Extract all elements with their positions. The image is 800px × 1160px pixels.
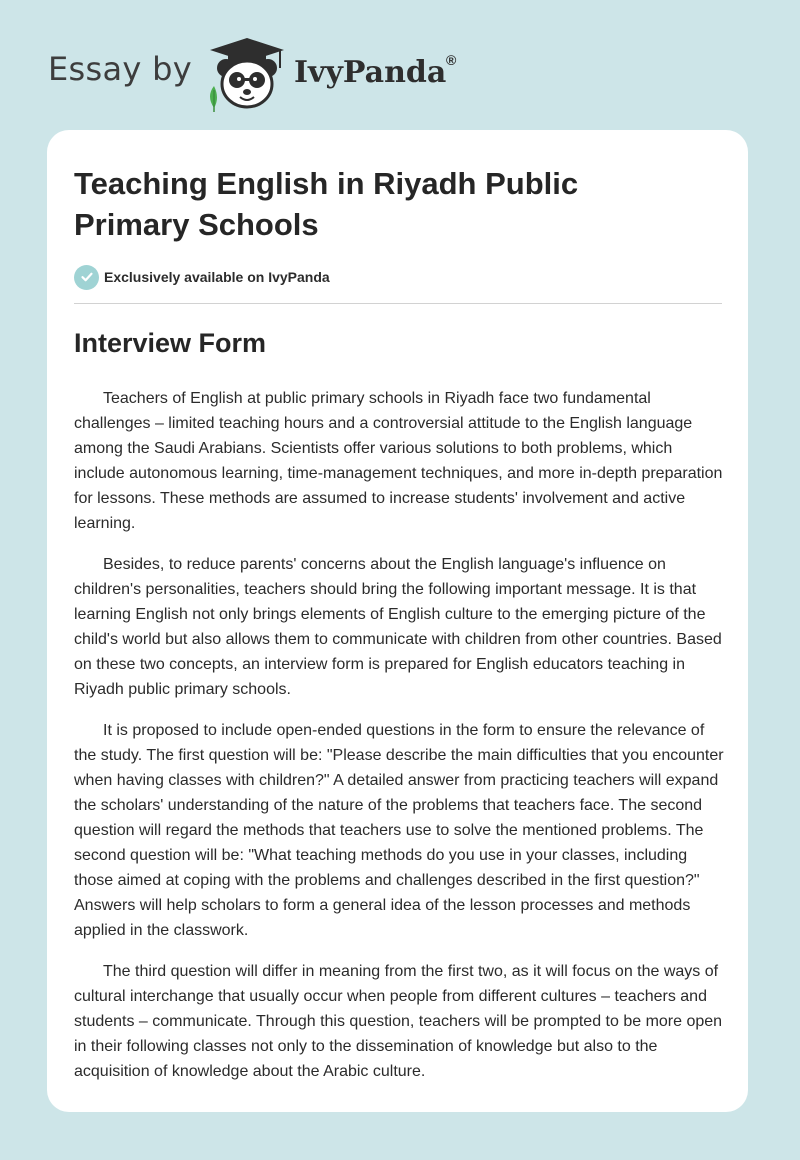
- brand-name[interactable]: IvyPanda: [294, 55, 447, 90]
- exclusive-badge-label: Exclusively available on IvyPanda: [104, 269, 330, 285]
- exclusive-badge: [74, 264, 330, 290]
- page-title: Teaching English in Riyadh Public Primary Schools: [74, 166, 579, 242]
- section-heading: Interview Form: [74, 328, 267, 358]
- checkmark-icon: [74, 265, 99, 290]
- essay-by-label: Essay by: [48, 50, 192, 88]
- paragraph: Teachers of English at public primary schools in Riyadh face two fundamental challenges – limited teaching hours and a controversial attitude to the English language among the Saudi Arabians. Scientists offer various solutions to both problems, which include autonomous learning, time-management techniques, and more in-depth preparation for lessons. These methods are assumed to increase students' involvement and active learning.: [74, 390, 723, 532]
- panda-logo-icon[interactable]: [202, 34, 292, 114]
- essay-card: [47, 130, 748, 1112]
- divider: [74, 303, 722, 304]
- essay-body: [74, 386, 724, 1100]
- paragraph: It is proposed to include open-ended questions in the form to ensure the relevance of the study. The first question will be: "Please describe the main difficulties that you encounter when having classes with children?" A detailed answer from practicing teachers will expand the scholars' understanding of the nature of the problems that teachers face. The second question will regard the methods that teachers use to solve the mentioned problems. The second question will be: "What teaching methods do you use in your classes, including those aimed at coping with the problems and challenges described in the first question?" Answers will help scholars to form a general idea of the lesson processes and methods applied in the classwork.: [74, 722, 724, 939]
- paragraph: The third question will differ in meaning from the first two, as it will focus on the ways of cultural interchange that usually occur when people from different cultures – teachers and students – communicate. Through this question, teachers will be prompted to be more open in their following classes not only to the dissemination of knowledge but also to the acquisition of knowledge about the Arabic culture.: [74, 963, 723, 1080]
- paragraph: Besides, to reduce parents' concerns about the English language's influence on children's personalities, teachers should bring the following important message. It is that learning English not only brings elements of English culture to the emerging picture of the child's world but also allows them to communicate with children from other countries. Based on these two concepts, an interview form is prepared for English educators teaching in Riyadh public primary schools.: [74, 556, 722, 698]
- registered-mark: ®: [446, 52, 457, 68]
- site-header: [48, 28, 748, 118]
